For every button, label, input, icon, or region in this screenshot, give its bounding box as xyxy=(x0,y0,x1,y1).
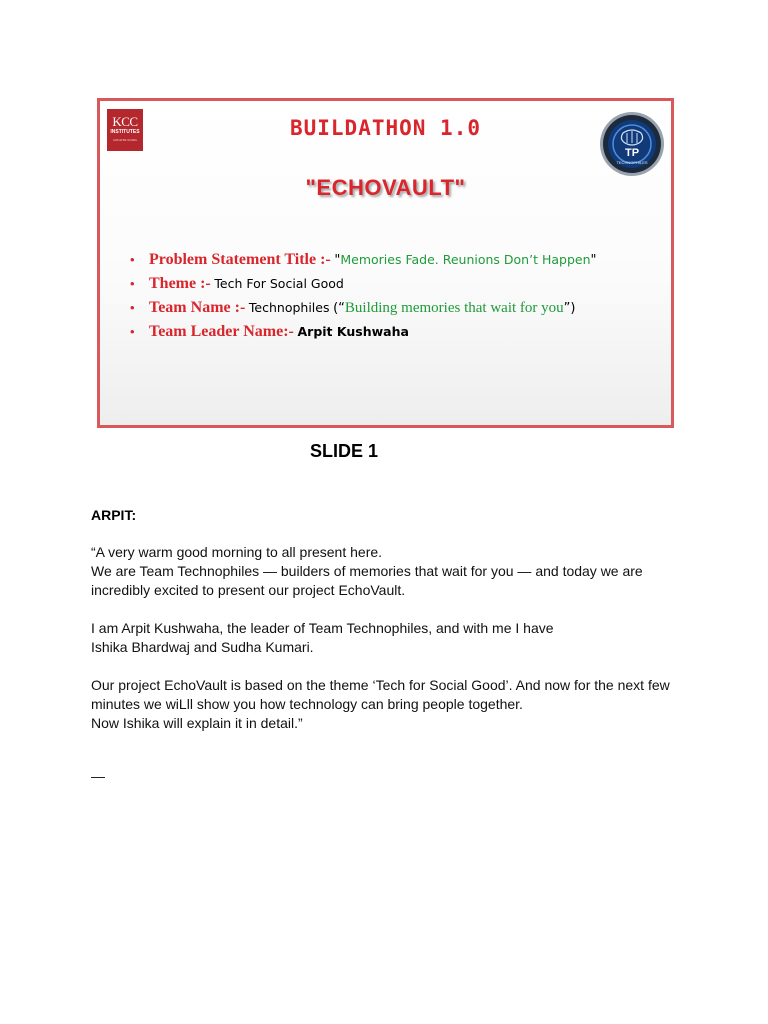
script-line: incredibly excited to present our project EchoVault. xyxy=(91,582,406,598)
theme-label: Theme :- xyxy=(149,275,211,292)
bullet-marker: • xyxy=(130,300,135,315)
quote-close: " xyxy=(590,253,597,268)
paren-open: (“ xyxy=(333,301,345,316)
team-tagline: Building memories that wait for you xyxy=(344,300,564,316)
script-line: minutes we wiLll show you how technology can bring people together. xyxy=(91,696,523,712)
script-paragraph-2 xyxy=(91,619,711,657)
script-line: I am Arpit Kushwaha, the leader of Team Technophiles, and with me I have xyxy=(91,620,554,636)
theme-item xyxy=(130,272,596,296)
script-paragraph-3 xyxy=(91,676,711,733)
slide-image xyxy=(97,98,674,428)
paren-close: ”) xyxy=(563,301,576,316)
quote-open: " xyxy=(334,253,341,268)
script-line: Ishika Bhardwaj and Sudha Kumari. xyxy=(91,639,314,655)
script-line: We are Team Technophiles — builders of memories that wait for you — and today we are xyxy=(91,563,643,579)
team-name-item xyxy=(130,296,596,320)
script-paragraph-1 xyxy=(91,543,711,600)
project-name: "ECHOVAULT" xyxy=(305,175,466,200)
bullet-marker: • xyxy=(130,252,135,267)
script-line: Our project EchoVault is based on the theme ‘Tech for Social Good’. And now for the next few xyxy=(91,677,670,693)
speaker-name: ARPIT: xyxy=(91,507,137,523)
slide-bullet-list xyxy=(130,248,596,344)
kcc-logo-location: GREATER NOIDA xyxy=(113,138,137,142)
theme-value: Tech For Social Good xyxy=(214,276,344,291)
problem-statement-label: Problem Statement Title :- xyxy=(149,251,331,268)
team-leader-label: Team Leader Name:- xyxy=(149,323,294,340)
event-title: BUILDATHON 1.0 xyxy=(289,116,481,140)
problem-statement-item xyxy=(130,248,596,272)
tp-logo-initials: TP xyxy=(624,147,640,159)
kcc-logo-subtext: INSTITUTES xyxy=(110,129,140,135)
team-leader-item xyxy=(130,320,596,344)
bullet-marker: • xyxy=(130,276,135,291)
team-name-value: Technophiles xyxy=(248,300,330,315)
team-name-label: Team Name :- xyxy=(149,299,246,316)
tp-logo-name: TECHNOPHILES xyxy=(616,160,648,165)
slide-number-heading: SLIDE 1 xyxy=(310,441,379,461)
bullet-marker: • xyxy=(130,324,135,339)
kcc-logo-text: KCC xyxy=(112,114,138,129)
problem-statement-value: Memories Fade. Reunions Don’t Happen xyxy=(340,252,591,267)
section-separator: — xyxy=(91,768,105,784)
script-line: “A very warm good morning to all present here. xyxy=(91,544,383,560)
script-line: Now Ishika will explain it in detail.” xyxy=(91,715,303,731)
team-leader-value: Arpit Kushwaha xyxy=(297,324,409,339)
technophiles-logo xyxy=(599,111,665,177)
